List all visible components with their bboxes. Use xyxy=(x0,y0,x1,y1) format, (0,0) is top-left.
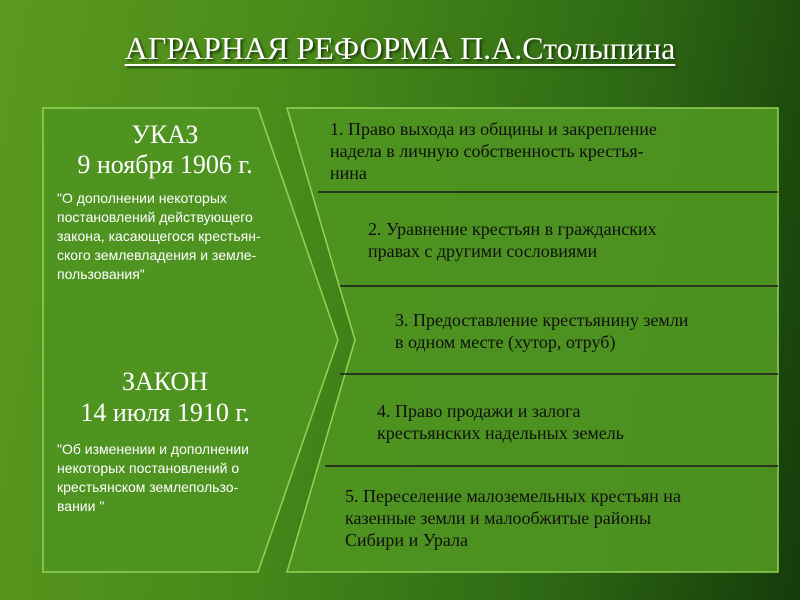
reform-item-4: 4. Право продажи и залога крестьянских надельных земель xyxy=(377,401,624,443)
page-title: АГРАРНАЯ РЕФОРМА П.А.Столыпина xyxy=(124,30,676,66)
law-date: 14 июля 1910 г. xyxy=(80,398,250,427)
reform-item-1: 1. Право выхода из общины и закрепление надела в личную собственность крестья- нина xyxy=(330,119,657,183)
reform-item-2: 2. Уравнение крестьян в гражданских правах с другими сословиями xyxy=(368,219,657,261)
reform-item-3: 3. Предоставление крестьянину земли в одном месте (хутор, отруб) xyxy=(395,310,689,352)
decree-heading: УКАЗ xyxy=(131,120,199,149)
decree-date: 9 ноября 1906 г. xyxy=(77,150,253,179)
law-quote: "Об изменении и дополнении некоторых постановлений о крестьянском землепользо- вании " xyxy=(57,441,249,514)
law-heading: ЗАКОН xyxy=(121,367,209,396)
decree-quote: "О дополнении некоторых постановлений действующего закона, касающегося крестьян- ского землевладения и земле- пользования" xyxy=(57,190,261,282)
reform-item-5: 5. Переселение малоземельных крестьян на казенные земли и малообжитые районы Сибири и Урала xyxy=(345,486,681,550)
